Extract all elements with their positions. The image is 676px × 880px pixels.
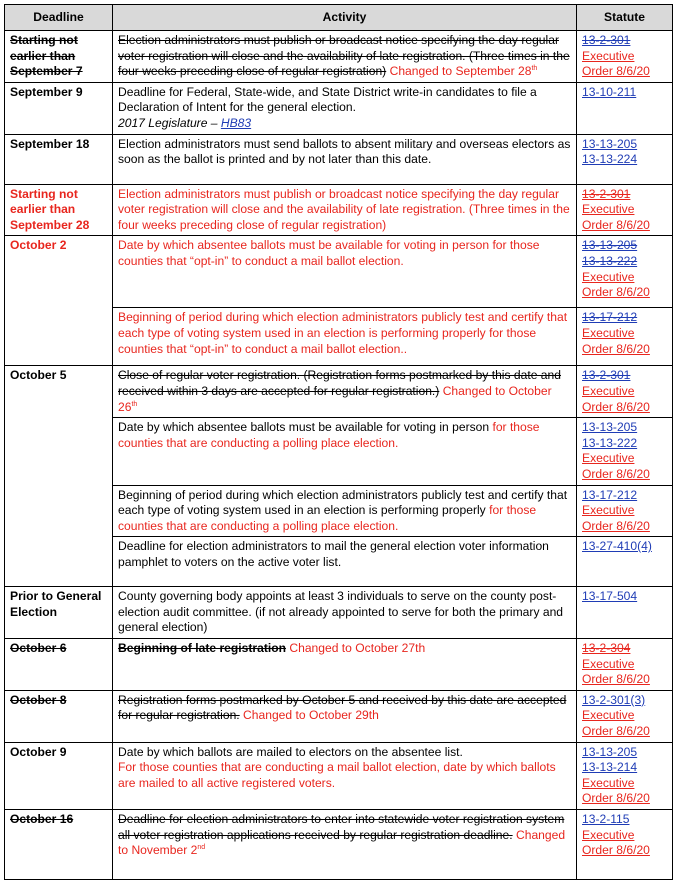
statute-cell: [577, 134, 673, 184]
executive-order-link[interactable]: Executive: [582, 503, 635, 518]
deadline-cell: September 9: [5, 82, 113, 134]
deadline-cell: Starting not earlier than September 28: [5, 184, 113, 236]
header-activity: Activity: [113, 5, 577, 31]
statute-cell: [577, 366, 673, 418]
activity-text: Beginning of period during which election administrators publicly test and certify that each type of voting system used in an election is performing properly: [118, 487, 568, 518]
activity-text: Election administrators must publish or broadcast notice specifying the day regular voter registration will close and the availability of late registration. (Three times in the four weeks preceding close of regular registration): [118, 33, 570, 79]
executive-order-link[interactable]: Order 8/6/20: [582, 791, 650, 806]
change-note: Changed to October 29th: [243, 708, 379, 723]
change-note: for those counties that are conducting a polling place election.: [118, 503, 537, 533]
change-note: For those counties that are conducting a mail ballot election, date by which ballots are mailed to all active registered voters.: [118, 760, 556, 790]
statute-link[interactable]: 13-13-222: [582, 253, 638, 268]
statute-link[interactable]: 13-13-214: [582, 760, 638, 775]
activity-cell: [113, 31, 577, 83]
activity-cell: [113, 742, 577, 809]
table-row: [5, 587, 673, 639]
executive-order-link[interactable]: Executive: [582, 656, 635, 671]
statute-link[interactable]: 13-13-205: [582, 136, 638, 151]
statute-link[interactable]: 13-2-301: [582, 33, 631, 47]
executive-order-link[interactable]: Order 8/6/20: [582, 217, 650, 232]
deadline-cell: October 6: [5, 639, 113, 691]
statute-link[interactable]: 13-17-212: [582, 487, 638, 502]
statute-link[interactable]: 13-2-301: [582, 186, 631, 201]
statute-link[interactable]: 13-2-301: [582, 368, 631, 383]
statute-cell: [577, 537, 673, 587]
header-statute: Statute: [577, 5, 673, 31]
executive-order-link[interactable]: Executive: [582, 775, 635, 790]
statute-link[interactable]: 13-10-211: [582, 84, 637, 99]
statute-link[interactable]: 13-17-212: [582, 310, 638, 325]
change-note: Changed to October 26th: [118, 383, 552, 414]
executive-order-link[interactable]: Order 8/6/20: [582, 285, 650, 300]
activity-cell: [113, 366, 577, 418]
executive-order-link[interactable]: Order 8/6/20: [582, 672, 650, 687]
table-row: [5, 366, 673, 418]
executive-order-link[interactable]: Order 8/6/20: [582, 64, 650, 79]
change-note: Changed to October 27th: [289, 641, 426, 656]
election-deadlines-table: [4, 4, 673, 880]
activity-cell: Election administrators must send ballots to absent military and overseas electors as soon as the ballot is printed and by not later than this date.: [113, 134, 577, 184]
activity-cell: Election administrators must publish or broadcast notice specifying the day regular voter registration will close and the availability of late registration. (Three times in the four weeks preceding close of regular registration): [113, 184, 577, 236]
executive-order-link[interactable]: Order 8/6/20: [582, 843, 650, 858]
deadline-cell: October 16: [5, 810, 113, 880]
activity-cell: Date by which absentee ballots must be available for voting in person for those counties that “opt-in” to conduct a mail ballot election.: [113, 236, 577, 308]
statute-cell: [577, 742, 673, 809]
legislature-note: 2017 Legislature –: [118, 115, 221, 130]
statute-cell: [577, 639, 673, 691]
statute-cell: [577, 418, 673, 485]
statute-cell: [577, 31, 673, 83]
statute-cell: [577, 82, 673, 134]
table-row: [5, 639, 673, 691]
statute-link[interactable]: 13-13-222: [582, 435, 638, 450]
statute-cell: [577, 485, 673, 537]
executive-order-link[interactable]: Order 8/6/20: [582, 724, 650, 739]
table-row: [5, 690, 673, 742]
activity-cell: [113, 690, 577, 742]
executive-order-link[interactable]: Executive: [582, 827, 635, 842]
table-row: [5, 82, 673, 134]
activity-cell: Beginning of period during which election administrators publicly test and certify that each type of voting system used in an election is performing properly for those counties that “opt-in” to conduct a mail ballot election..: [113, 308, 577, 366]
activity-text: Close of regular voter registration. (Registration forms postmarked by this date and received within 3 days are accepted for regular registration.): [118, 368, 561, 398]
statute-link[interactable]: 13-2-304: [582, 641, 631, 656]
activity-cell: County governing body appoints at least 3 individuals to serve on the county post-election audit committee. (if not already appointed to serve for both the primary and general election): [113, 587, 577, 639]
executive-order-link[interactable]: Executive: [582, 383, 635, 398]
statute-cell: [577, 184, 673, 236]
executive-order-link[interactable]: Executive: [582, 708, 635, 723]
deadline-cell: October 9: [5, 742, 113, 809]
executive-order-link[interactable]: Executive: [582, 325, 635, 340]
executive-order-link[interactable]: Order 8/6/20: [582, 399, 650, 414]
table-row: [5, 134, 673, 184]
executive-order-link[interactable]: Order 8/6/20: [582, 466, 650, 481]
statute-cell: [577, 308, 673, 366]
statute-cell: [577, 690, 673, 742]
change-note: Changed to November 2nd: [118, 827, 566, 858]
activity-cell: [113, 810, 577, 880]
activity-cell: [113, 485, 577, 537]
activity-cell: [113, 418, 577, 485]
activity-cell: [113, 639, 577, 691]
activity-cell: [113, 82, 577, 134]
table-row: [5, 742, 673, 809]
table-row: [5, 236, 673, 308]
executive-order-link[interactable]: Executive: [582, 269, 635, 284]
statute-cell: [577, 236, 673, 308]
statute-link[interactable]: 13-27-410(4): [582, 539, 652, 554]
executive-order-link[interactable]: Executive: [582, 48, 635, 63]
activity-text: Date by which absentee ballots must be available for voting in person: [118, 420, 490, 435]
statute-link[interactable]: 13-13-205: [582, 420, 638, 435]
statute-link[interactable]: 13-13-205: [582, 744, 638, 759]
table-header-row: [5, 5, 673, 31]
deadline-cell: October 8: [5, 690, 113, 742]
activity-text: Deadline for Federal, State-wide, and State District write-in candidates to file a Declaration of Intent for the general election.: [118, 84, 537, 115]
deadline-cell: October 2: [5, 236, 113, 366]
table-row: [5, 31, 673, 83]
statute-link[interactable]: 13-13-224: [582, 152, 638, 167]
deadline-cell: October 5: [5, 366, 113, 587]
deadline-cell: September 18: [5, 134, 113, 184]
statute-cell: [577, 587, 673, 639]
activity-text: Registration forms postmarked by October 5 and received by this date are accepted for regular registration.: [118, 692, 567, 723]
executive-order-link[interactable]: Order 8/6/20: [582, 341, 650, 356]
activity-text: Beginning of late registration: [118, 641, 286, 656]
statute-link[interactable]: 13-17-504: [582, 589, 638, 604]
statute-link[interactable]: 13-2-115: [582, 812, 630, 826]
deadline-cell: Starting not earlier than September 7: [5, 31, 113, 83]
statute-link[interactable]: 13-2-301(3): [582, 692, 646, 707]
executive-order-link[interactable]: Executive: [582, 451, 635, 466]
statute-cell: [577, 810, 673, 880]
table-row: [5, 810, 673, 880]
deadline-cell: Prior to General Election: [5, 587, 113, 639]
change-note: Changed to September 28th: [389, 64, 538, 79]
activity-cell: Deadline for election administrators to mail the general election voter information pamphlet to voters on the active voter list.: [113, 537, 577, 587]
activity-text: Deadline for election administrators to enter into statewide voter registration system all voter registration applications received by regular registration deadline.: [118, 812, 565, 842]
activity-text: Date by which ballots are mailed to electors on the absentee list.: [118, 744, 463, 759]
table-row: [5, 184, 673, 236]
statute-link[interactable]: 13-13-205: [582, 238, 638, 253]
executive-order-link[interactable]: Order 8/6/20: [582, 518, 650, 533]
bill-link[interactable]: HB83: [220, 115, 252, 130]
executive-order-link[interactable]: Executive: [582, 202, 635, 217]
change-note: for those counties that are conducting a polling place election.: [118, 420, 540, 450]
header-deadline: Deadline: [5, 5, 113, 31]
